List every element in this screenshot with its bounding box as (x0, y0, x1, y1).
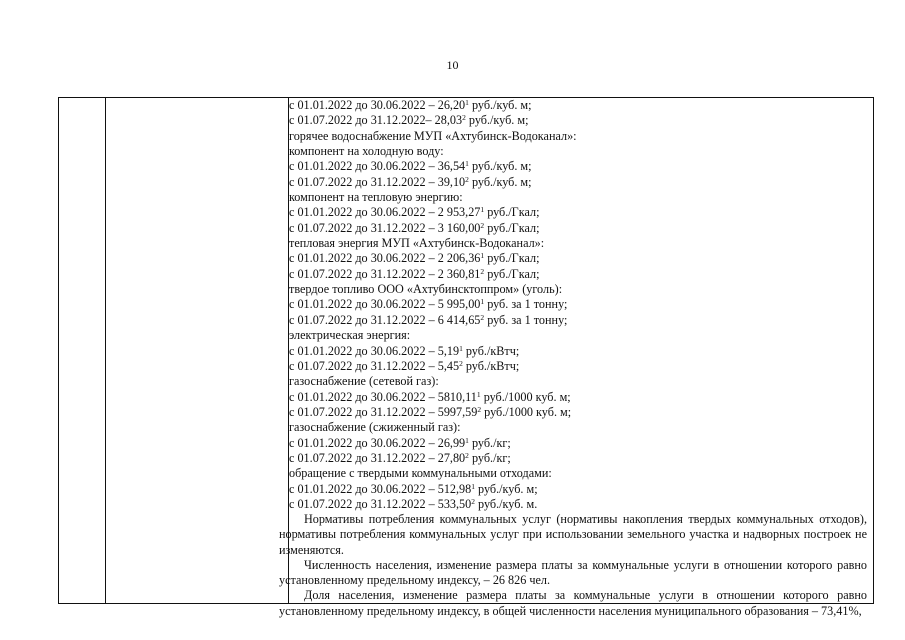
text-line (289, 144, 867, 159)
footnote-marker: 2 (462, 113, 466, 123)
footnote-marker: 2 (480, 312, 485, 322)
paragraph: Нормативы потребления коммунальных услуг (нормативы накопления твердых коммунальных отходов), нормативы потребления коммунальных услуг при использовании земельного участка и надворных построек не изменяются. (279, 512, 867, 557)
line-text: тепловая энергия МУП «Ахтубинск-Водоканал»: (289, 236, 545, 251)
line-unit: руб. за 1 тонну; (484, 297, 568, 312)
text-line (289, 251, 867, 266)
paragraphs (279, 512, 867, 618)
line-unit: руб./Гкал; (484, 220, 540, 235)
footnote-marker: 1 (459, 343, 463, 353)
footnote-marker: 1 (480, 205, 485, 215)
line-unit: руб./Гкал; (484, 251, 540, 266)
line-text: горячее водоснабжение МУП «Ахтубинск-Водоканал»: (289, 128, 577, 143)
paragraph: Доля населения, изменение размера платы за коммунальные услуги в отношении которого равно установленному предельному индексу, в общей численности населения муниципального образования – 73,41%, (279, 588, 867, 618)
text-line (289, 374, 867, 389)
line-text: с 01.01.2022 до 30.06.2022 – 512,98 (289, 481, 472, 496)
line-unit: руб./куб. м. (475, 496, 538, 511)
line-unit: руб./Гкал; (484, 205, 540, 220)
text-line (289, 313, 867, 328)
footnote-marker: 1 (465, 435, 469, 445)
line-unit: руб. за 1 тонну; (484, 312, 568, 327)
text-line (289, 113, 867, 128)
paragraph: Численность населения, изменение размера платы за коммунальные услуги в отношении которого равно установленному предельному индексу, – 26 826 чел. (279, 557, 867, 588)
footnote-marker: 1 (471, 481, 475, 491)
line-text: с 01.07.2022 до 31.12.2022 – 5,45 (289, 358, 460, 373)
line-text: с 01.07.2022 до 31.12.2022 – 39,10 (289, 174, 466, 189)
text-line (289, 221, 867, 236)
line-unit: руб./1000 куб. м; (481, 404, 572, 419)
line-text: с 01.01.2022 до 30.06.2022 – 5,19 (289, 343, 460, 358)
text-line (289, 451, 867, 466)
footnote-marker: 2 (465, 174, 469, 184)
line-text: с 01.07.2022 до 31.12.2022 – 2 360,81 (289, 266, 481, 281)
text-line (289, 159, 867, 174)
text-line (289, 359, 867, 374)
text-line (289, 267, 867, 282)
line-unit: руб./куб. м; (468, 159, 532, 174)
line-text: с 01.07.2022 до 31.12.2022 – 6 414,65 (289, 312, 481, 327)
column-divider-1 (105, 98, 106, 603)
line-text: с 01.01.2022 до 30.06.2022 – 2 206,36 (289, 251, 481, 266)
footnote-marker: 1 (465, 159, 469, 169)
footnote-marker: 2 (477, 404, 482, 414)
line-text: с 01.07.2022 до 31.12.2022 – 5997,59 (289, 404, 478, 419)
text-line (289, 175, 867, 190)
text-line (289, 344, 867, 359)
text-line (289, 436, 867, 451)
line-unit: руб./кВтч; (462, 343, 520, 358)
footnote-marker: 2 (480, 220, 485, 230)
footnote-marker: 1 (465, 98, 469, 107)
text-line (289, 282, 867, 297)
footnote-marker: 1 (480, 251, 485, 261)
text-line (289, 482, 867, 497)
line-text: с 01.01.2022 до 30.06.2022 – 2 953,27 (289, 205, 481, 220)
line-text: с 01.07.2022 до 31.12.2022– 28,03 (289, 113, 463, 128)
text-line (289, 390, 867, 405)
line-unit: руб./кВтч; (462, 358, 520, 373)
footnote-marker: 2 (480, 266, 485, 276)
line-unit: руб./куб. м; (465, 113, 529, 128)
line-unit: руб./Гкал; (484, 266, 540, 281)
line-text: обращение с твердыми коммунальными отходами: (289, 466, 552, 481)
line-unit: руб./кг; (468, 435, 511, 450)
text-line (289, 420, 867, 435)
line-text: с 01.01.2022 до 30.06.2022 – 26,20 (289, 98, 466, 112)
footnote-marker: 2 (471, 496, 475, 506)
line-text: с 01.01.2022 до 30.06.2022 – 5 995,00 (289, 297, 481, 312)
table-cell-content (279, 98, 867, 619)
line-unit: руб./1000 куб. м; (480, 389, 571, 404)
line-text: с 01.07.2022 до 31.12.2022 – 3 160,00 (289, 220, 481, 235)
line-text: с 01.01.2022 до 30.06.2022 – 36,54 (289, 159, 466, 174)
line-text: твердое топливо ООО «Ахтубинсктоппром» (уголь): (289, 282, 563, 297)
text-line (289, 497, 867, 512)
footnote-marker: 2 (459, 358, 463, 368)
line-text: с 01.01.2022 до 30.06.2022 – 26,99 (289, 435, 466, 450)
line-text: электрическая энергия: (289, 328, 411, 343)
line-unit: руб./куб. м; (468, 98, 532, 112)
text-line (289, 205, 867, 220)
line-unit: руб./кг; (468, 450, 511, 465)
footnote-marker: 1 (476, 389, 481, 399)
text-line (289, 297, 867, 312)
line-text: с 01.07.2022 до 31.12.2022 – 27,80 (289, 450, 466, 465)
line-text: компонент на тепловую энергию: (289, 190, 463, 205)
line-text: с 01.07.2022 до 31.12.2022 – 533,50 (289, 496, 472, 511)
line-text: компонент на холодную воду: (289, 144, 444, 159)
line-text: газоснабжение (сжиженный газ): (289, 420, 461, 435)
footnote-marker: 1 (480, 297, 485, 307)
footnote-marker: 2 (465, 450, 469, 460)
text-line (289, 129, 867, 144)
text-line (289, 328, 867, 343)
text-line (289, 466, 867, 481)
text-line (289, 405, 867, 420)
tariff-lines (289, 98, 867, 512)
line-unit: руб./куб. м; (475, 481, 538, 496)
line-text: с 01.01.2022 до 30.06.2022 – 5810,11 (289, 389, 477, 404)
text-line (289, 98, 867, 113)
line-text: газоснабжение (сетевой газ): (289, 374, 439, 389)
page-number: 10 (446, 58, 459, 72)
line-unit: руб./куб. м; (468, 174, 532, 189)
text-line (289, 190, 867, 205)
text-line (289, 236, 867, 251)
